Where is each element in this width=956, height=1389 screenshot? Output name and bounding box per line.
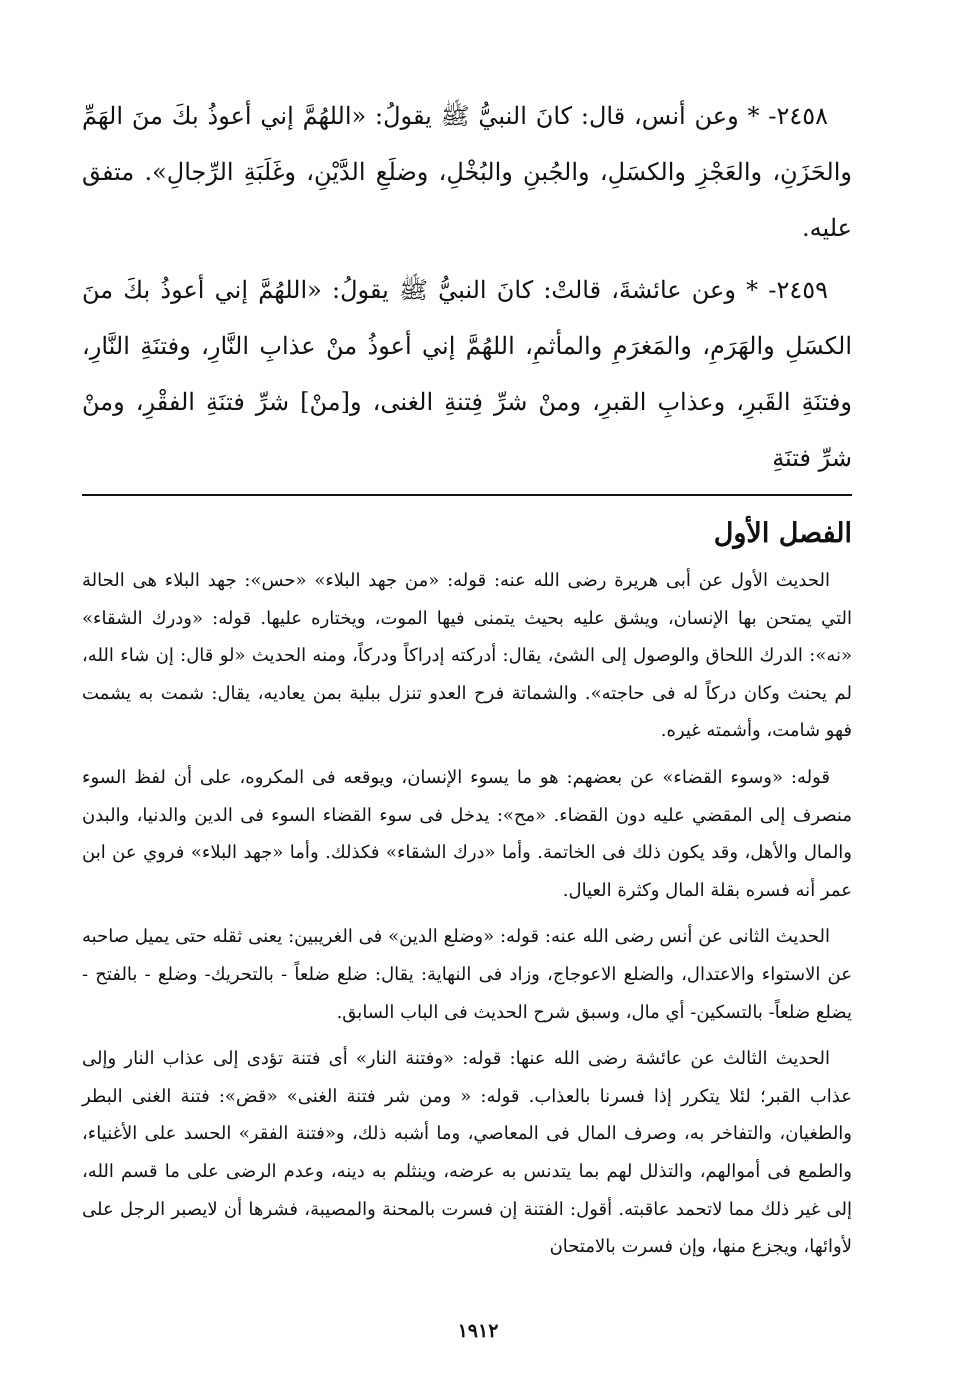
commentary-paragraph-2: قوله: «وسوء القضاء» عن بعضهم: هو ما يسوء الإنسان، ويوقعه فى المكروه، على أن لفظ السوء منصرف إلى المقضي عليه دون القضاء. «مح»: يدخل فى سوء القضاء السوء فى الدين والدنيا، والبدن والمال والأهل، وقد يكون ذلك فى الخاتمة. وأما «درك الشقاء» فكذلك. وأما «جهد البلاء» فروي عن ابن عمر أنه فسره بقلة المال وكثرة العيال. [82, 766, 852, 901]
commentary-block [82, 562, 852, 1266]
separator-rule [82, 494, 852, 496]
section-title: الفصل الأول [713, 518, 852, 549]
commentary-paragraph-3: الحديث الثانى عن أنس رضى الله عنه: قوله: «وضلع الدين» فى الغريبين: يعنى ثقله حتى يميل صاحبه عن الاستواء والاعتدال، والضلع الاعوجاج، وزاد فى النهاية: يقال: ضلع ضلعاً - بالتحريك- وضلع - بالفتح - يضلع ضلعاً- بالتسكين- أي مال، وسبق شرح الحديث فى الباب السابق. [82, 926, 852, 1023]
page-number: ١٩١٢ [457, 1320, 499, 1342]
commentary-paragraph-1: الحديث الأول عن أبى هريرة رضى الله عنه: قوله: «من جهد البلاء» «حس»: جهد البلاء هى الحالة التي يمتحن بها الإنسان، ويشق عليه بحيث يتمنى فيها الموت، ويختاره عليها. قوله: «ودرك الشقاء» «نه»: الدرك اللحاق والوصول إلى الشئ، يقال: أدركته إدراكاً ودركاً، ومنه الحديث «لو قال: إن شاء الله، لم يحنث وكان دركاً له فى حاجته». والشماتة فرح العدو تنزل ببلية بمن يعاديه، يقال: شمت به يشمت فهو شامت، وأشمته غيره. [82, 570, 852, 742]
commentary-paragraph-4: الحديث الثالث عن عائشة رضى الله عنها: قوله: «وفتنة النار» أى فتنة تؤدى إلى عذاب النار وإلى عذاب القبر؛ لئلا يتكرر إذا فسرنا بالعذاب. قوله: « ومن شر فتنة الغنى» «قض»: فتنة الغنى البطر والطغيان، والتفاخر به، وصرف المال فى المعاصي، وما أشبه ذلك، و«فتنة الفقر» الحسد على الأغنياء، والطمع فى أموالهم، والتذلل لهم بما يتدنس به عرضه، وينثلم به دينه، وعدم الرضى على ما قسم الله، إلى غير ذلك مما لاتحمد عاقبته. أقول: الفتنة إن فسرت بالمحنة والمصيبة، فشرها أن لايصبر الرجل على لأوائها، ويجزع منها، وإن فسرت بالامتحان [82, 1048, 852, 1258]
book-page [82, 88, 852, 1275]
hadith-text-block [82, 88, 852, 486]
hadith-2459: ٢٤٥٩- * وعن عائشةَ، قالتْ: كانَ النبيُّ ﷺ يقولُ: «اللهُمَّ إني أعوذُ بكَ منَ الكسَلِ والهَرَمِ، والمَغرَمِ والمأثمِ، اللهُمَّ إني أعوذُ منْ عذابِ النَّارِ، وفتنَةِ النَّارِ، وفتنَةِ القَبرِ، وعذابِ القبرِ، ومنْ شرِّ فِتنةِ الغنى، و[منْ] شرِّ فتنَةِ الفقْرِ، ومنْ شرِّ فتنَةِ [82, 276, 852, 472]
hadith-2458: ٢٤٥٨- * وعن أنس، قال: كانَ النبيُّ ﷺ يقولُ: «اللهُمَّ إني أعوذُ بكَ منَ الهَمِّ والحَزَنِ، والعَجْزِ والكسَلِ، والجُبنِ والبُخْلِ، وضلَعِ الدَّيْنِ، وغَلَبَةِ الرِّجالِ». متفق عليه. [82, 102, 852, 242]
